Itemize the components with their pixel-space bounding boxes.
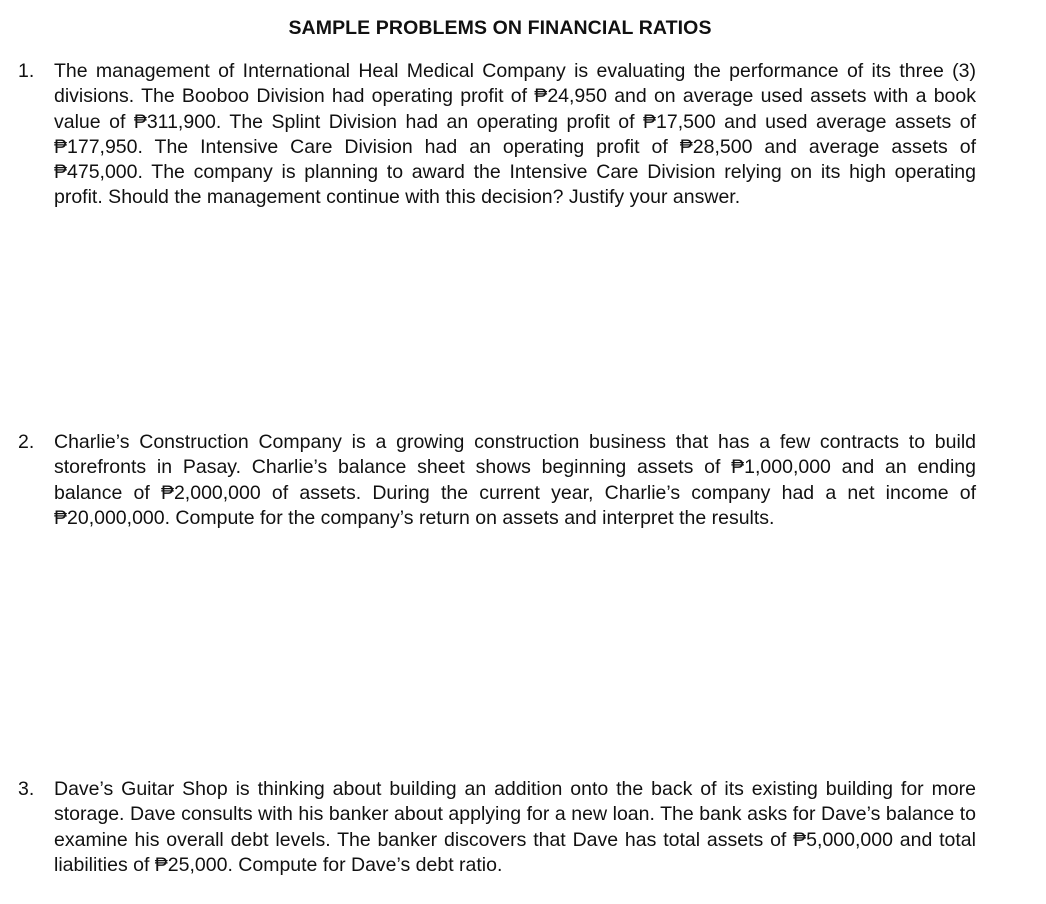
page-title: SAMPLE PROBLEMS ON FINANCIAL RATIOS: [288, 17, 712, 39]
problem-item: [18, 777, 976, 878]
problem-text: Dave’s Guitar Shop is thinking about building an addition onto the back of its existing building for more storage. Dave consults with his banker about applying for a new loan. The bank asks for Dave’s balance to examine his overall debt levels. The banker discovers that Dave has total assets of ₱5,000,000 and total liabilities of ₱25,000. Compute for Dave’s debt ratio.: [54, 778, 976, 876]
problem-text: Charlie’s Construction Company is a growing construction business that has a few contracts to build storefronts in Pasay. Charlie’s balance sheet shows beginning assets of ₱1,000,000 and an ending balance of ₱2,000,000 of assets. During the current year, Charlie’s company had a net income of ₱20,000,000. Compute for the company’s return on assets and interpret the results.: [54, 431, 976, 529]
problem-number: 2.: [18, 431, 35, 453]
problem-number: 1.: [18, 60, 35, 82]
problem-item: [18, 59, 976, 211]
problem-text: The management of International Heal Medical Company is evaluating the performance of its three (3) divisions. The Booboo Division had operating profit of ₱24,950 and on average used assets with a book value of ₱311,900. The Splint Division had an operating profit of ₱17,500 and used average assets of ₱177,950. The Intensive Care Division had an operating profit of ₱28,500 and average assets of ₱475,000. The company is planning to award the Intensive Care Division relying on its high operating profit. Should the management continue with this decision? Justify your answer.: [54, 60, 976, 209]
problem-item: [18, 430, 976, 531]
problem-number: 3.: [18, 778, 35, 800]
